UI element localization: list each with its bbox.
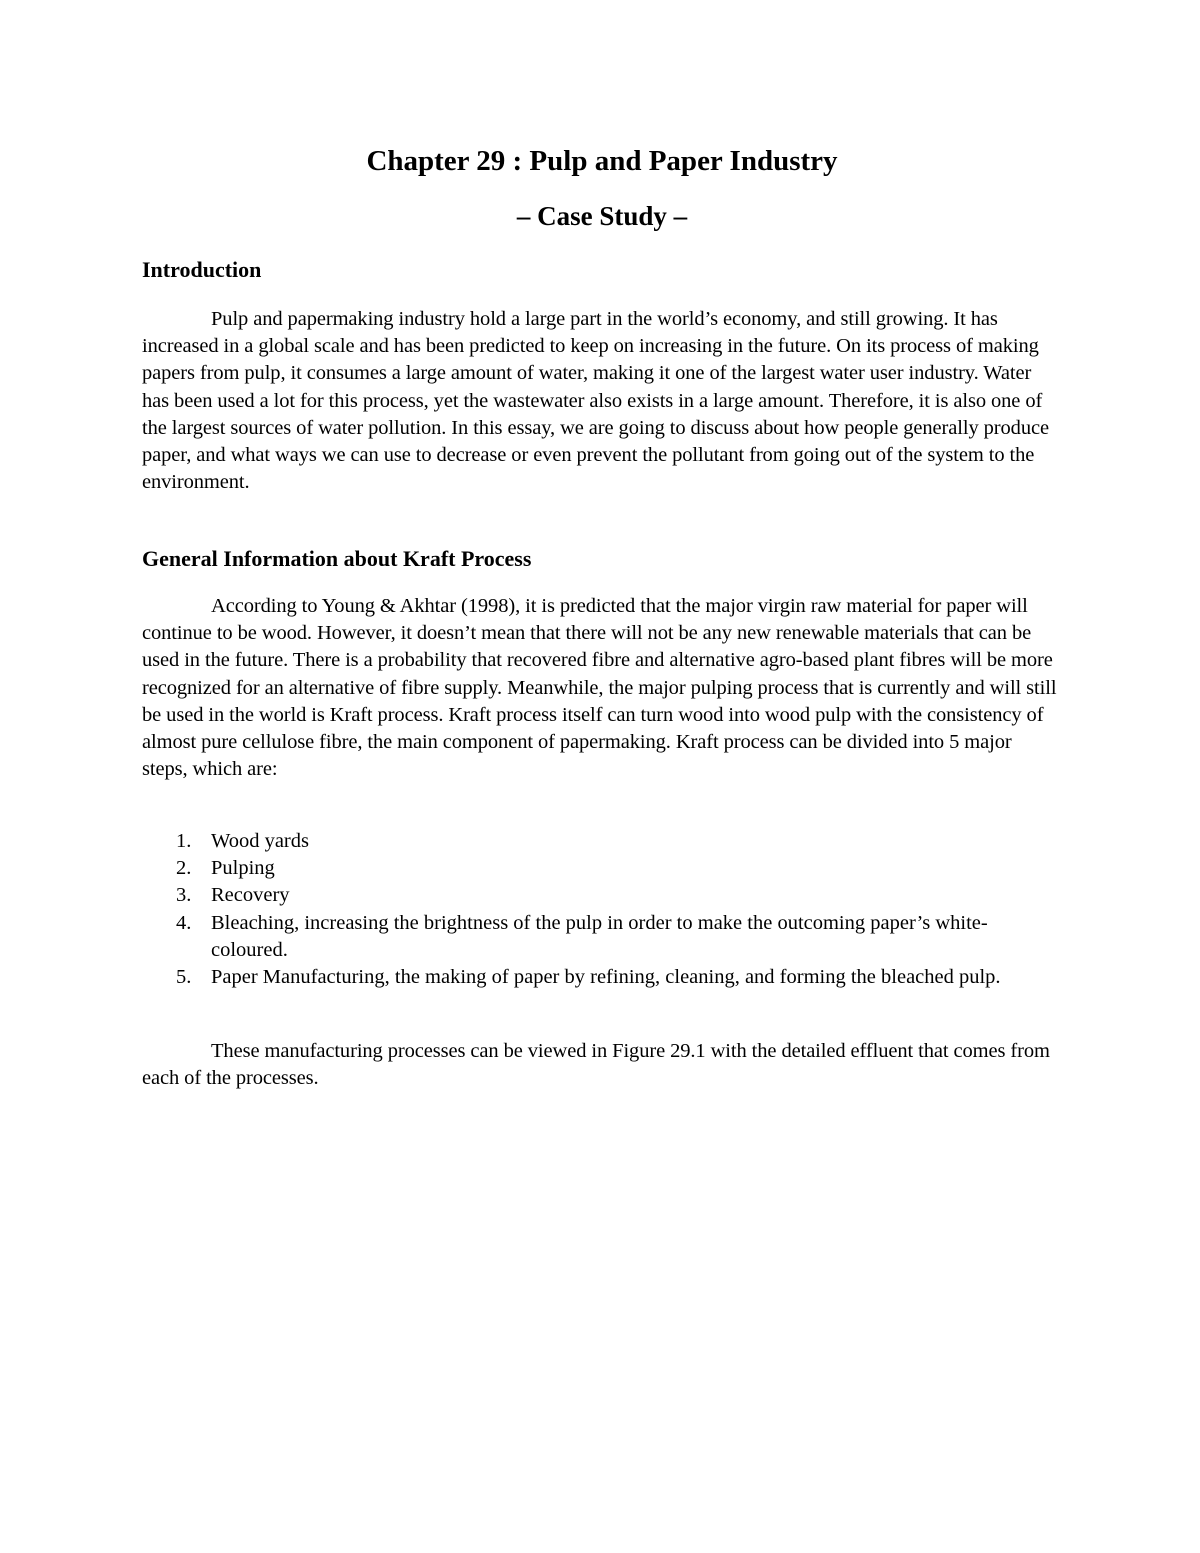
list-item-text: Paper Manufacturing, the making of paper by refining, cleaning, and forming the bleached pulp. <box>211 966 1001 989</box>
list-item-number: 3. <box>176 884 192 907</box>
introduction-paragraph: Pulp and papermaking industry hold a large part in the world’s economy, and still growing. It has increased in a global scale and has been predicted to keep on increasing in the future. On its process of making papers from pulp, it consumes a large amount of water, making it one of the largest water user industry. Water has been used a lot for this process, yet the wastewater also exists in a large amount. Therefore, it is also one of the largest sources of water pollution. In this essay, we are going to discuss about how people generally produce paper, and what ways we can use to decrease or even prevent the pollutant from going out of the system to the environment. <box>142 308 1049 494</box>
list-item-number: 4. <box>176 911 192 934</box>
list-item-text: Recovery <box>211 884 290 907</box>
document-page <box>142 0 1062 1553</box>
list-item-number: 5. <box>176 966 192 989</box>
closing-paragraph: These manufacturing processes can be viewed in Figure 29.1 with the detailed effluent that comes from each of the processes. <box>142 1040 1050 1090</box>
list-item <box>142 882 1062 909</box>
list-item-text: Pulping <box>211 857 275 880</box>
list-item <box>142 910 1062 964</box>
list-item <box>142 964 1062 991</box>
list-item-number: 2. <box>176 857 192 880</box>
document-subtitle: – Case Study – <box>516 201 688 231</box>
list-item <box>142 828 1062 855</box>
list-item <box>142 855 1062 882</box>
list-item-number: 1. <box>176 830 192 852</box>
document-title: Chapter 29 : Pulp and Paper Industry <box>366 145 838 177</box>
kraft-process-paragraph: According to Young & Akhtar (1998), it is predicted that the major virgin raw material for paper will continue to be wood. However, it doesn’t mean that there will not be any new renewable materials that can be used in the future. There is a probability that recovered fibre and alternative agro-based plant fibres will be more recognized for an alternative of fibre supply. Meanwhile, the major pulping process that is currently and will still be used in the world is Kraft process. Kraft process itself can turn wood into wood pulp with the consistency of almost pure cellulose fibre, the main component of papermaking. Kraft process can be divided into 5 major steps, which are: <box>142 595 1057 781</box>
kraft-steps-list <box>142 828 1062 991</box>
section-heading-kraft-process: General Information about Kraft Process <box>142 546 532 571</box>
list-item-text: Wood yards <box>211 830 309 852</box>
list-item-text: Bleaching, increasing the brightness of the pulp in order to make the outcoming paper’s white-coloured. <box>211 911 988 961</box>
section-heading-introduction: Introduction <box>142 257 262 282</box>
